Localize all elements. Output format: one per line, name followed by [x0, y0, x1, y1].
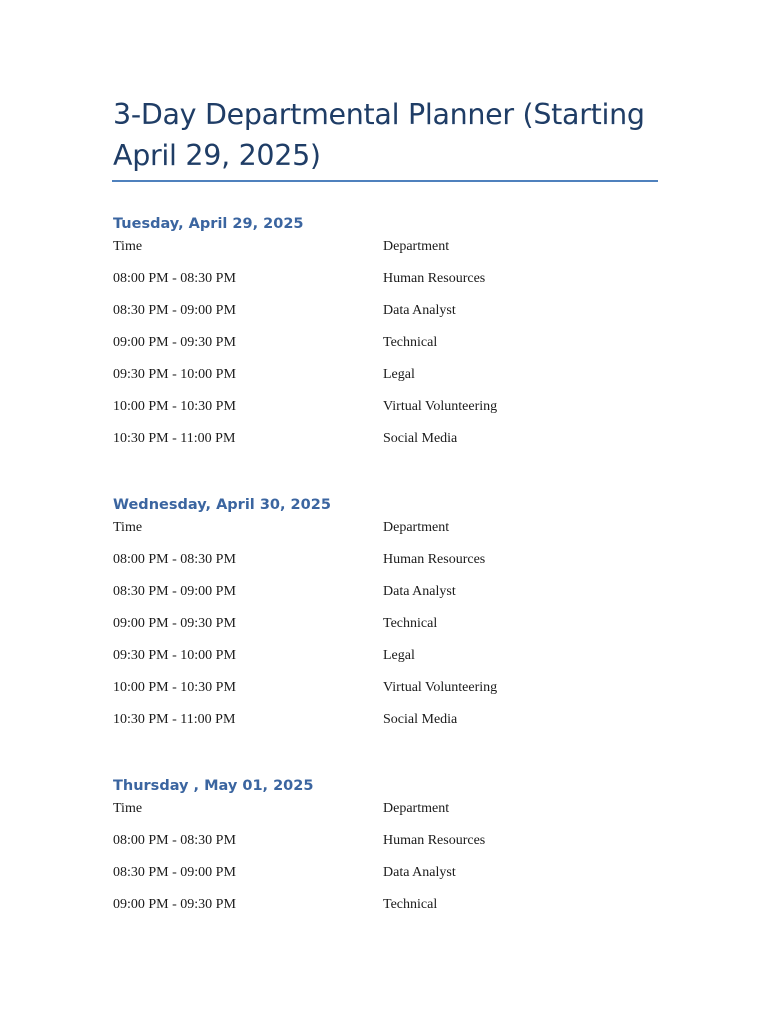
- column-header-time: Time: [113, 520, 143, 535]
- department-cell: Virtual Volunteering: [383, 680, 498, 695]
- column-header-row: [113, 518, 658, 538]
- time-cell: 09:30 PM - 10:00 PM: [113, 367, 236, 382]
- time-cell: 08:00 PM - 08:30 PM: [113, 833, 236, 848]
- department-cell: Data Analyst: [383, 303, 456, 318]
- column-header-time: Time: [113, 239, 143, 254]
- department-cell: Technical: [383, 897, 438, 912]
- table-row: [113, 429, 658, 449]
- time-cell: 09:30 PM - 10:00 PM: [113, 648, 236, 663]
- table-row: [113, 614, 658, 634]
- day-heading: Tuesday, April 29, 2025: [113, 216, 304, 232]
- time-cell: 10:30 PM - 11:00 PM: [113, 712, 236, 727]
- table-row: [113, 863, 658, 883]
- day-heading: Thursday , May 01, 2025: [113, 778, 314, 794]
- column-header-department: Department: [383, 239, 450, 254]
- department-cell: Social Media: [383, 712, 458, 727]
- time-cell: 10:30 PM - 11:00 PM: [113, 431, 236, 446]
- page-title: 3-Day Departmental Planner (Starting April 29, 2025): [113, 98, 645, 172]
- time-cell: 08:00 PM - 08:30 PM: [113, 271, 236, 286]
- table-row: [113, 333, 658, 353]
- time-cell: 09:00 PM - 09:30 PM: [113, 897, 236, 912]
- table-row: [113, 269, 658, 289]
- column-header-row: [113, 799, 658, 819]
- table-row: [113, 646, 658, 666]
- time-cell: 08:30 PM - 09:00 PM: [113, 865, 236, 880]
- table-row: [113, 831, 658, 851]
- time-cell: 10:00 PM - 10:30 PM: [113, 399, 236, 414]
- time-cell: 08:30 PM - 09:00 PM: [113, 303, 236, 318]
- column-header-row: [113, 237, 658, 257]
- time-cell: 08:00 PM - 08:30 PM: [113, 552, 236, 567]
- table-row: [113, 895, 658, 915]
- table-row: [113, 301, 658, 321]
- department-cell: Legal: [383, 367, 415, 382]
- department-cell: Data Analyst: [383, 865, 456, 880]
- department-cell: Human Resources: [383, 552, 486, 567]
- table-row: [113, 678, 658, 698]
- column-header-time: Time: [113, 801, 143, 816]
- table-row: [113, 365, 658, 385]
- table-row: [113, 582, 658, 602]
- time-cell: 09:00 PM - 09:30 PM: [113, 335, 236, 350]
- department-cell: Legal: [383, 648, 415, 663]
- table-row: [113, 710, 658, 730]
- column-header-department: Department: [383, 801, 450, 816]
- department-cell: Virtual Volunteering: [383, 399, 498, 414]
- time-cell: 10:00 PM - 10:30 PM: [113, 680, 236, 695]
- time-cell: 08:30 PM - 09:00 PM: [113, 584, 236, 599]
- column-header-department: Department: [383, 520, 450, 535]
- department-cell: Human Resources: [383, 271, 486, 286]
- title-underline: [112, 180, 658, 182]
- department-cell: Technical: [383, 616, 438, 631]
- department-cell: Technical: [383, 335, 438, 350]
- time-cell: 09:00 PM - 09:30 PM: [113, 616, 236, 631]
- table-row: [113, 550, 658, 570]
- department-cell: Social Media: [383, 431, 458, 446]
- department-cell: Human Resources: [383, 833, 486, 848]
- day-heading: Wednesday, April 30, 2025: [113, 497, 331, 513]
- table-row: [113, 397, 658, 417]
- department-cell: Data Analyst: [383, 584, 456, 599]
